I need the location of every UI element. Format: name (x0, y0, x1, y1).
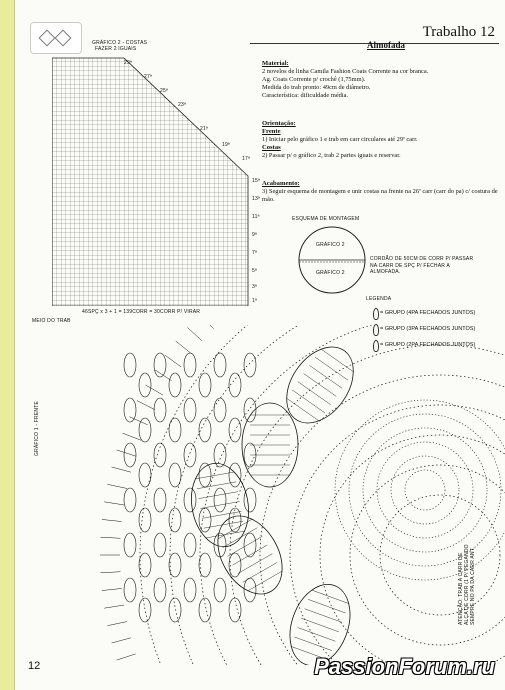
crochet-diagram (20, 325, 505, 665)
assembly-diagram (297, 225, 367, 295)
grid-row-label: 21ª (200, 126, 209, 132)
grid-chart (52, 48, 257, 306)
grid-row-label: 17ª (242, 156, 251, 162)
grid-row-label: 5ª (252, 268, 258, 274)
assembly-note: CORDÃO DE 50CM DE CORR P/ PASSAR NA CARR DE SPÇ P/ FECHAR A ALMOFADA. (370, 256, 474, 275)
grid-subtitle: FAZER 2 IGUAIS (95, 46, 137, 52)
orientation-heading: Orientação: (262, 120, 296, 127)
diagram-side-label: GRÁFICO 1 - FRENTE (34, 401, 40, 456)
front-text: 1) Iniciar pelo gráfico 1 e trab em carr circulares até 29ª carr. (262, 136, 418, 143)
grid-row-label: 11ª (252, 214, 260, 220)
grid-row-label: 27ª (144, 74, 153, 80)
legend-item: = GRUPO (3PA FECHADOS JUNTOS) (380, 326, 476, 332)
watermark: PassionForum.ru (314, 654, 495, 679)
finishing-heading: Acabamento: (262, 180, 300, 187)
back-text: 2) Passar p/ o gráfico 2, trab 2 partes iguais e reservar. (262, 152, 401, 159)
grid-row-label: 3ª (252, 284, 258, 290)
binding-strip (0, 0, 15, 690)
diagram-note: ATENÇÃO: TRAB A CARR DE ALÇA DE CORR (1 P/ PEGANDO SEMPRE NO PA DA CARR ANT. (458, 544, 476, 625)
grid-title: GRÁFICO 2 - COSTAS (92, 40, 148, 46)
materials-line: 2 novelos de linha Camila Fashion Coats Corrente na cor branca. (262, 68, 429, 75)
materials-line: Ag. Coats Corrente p/ crochê (1,75mm). (262, 76, 366, 83)
orientation-block (262, 120, 498, 160)
grid-row-label: 25ª (160, 88, 169, 94)
group-4-icon (373, 308, 379, 320)
finishing-text: 3) Seguir esquema de montagem e unir costas na frente na 26ª carr (carr do pa) c/ costura de mão. (262, 188, 498, 203)
assembly-heading: ESQUEMA DE MONTAGEM (292, 216, 360, 222)
materials-block (262, 60, 498, 100)
back-heading: Costas (262, 144, 281, 151)
page-number: 12 (28, 660, 41, 672)
assembly-label-top: GRÁFICO 2 (316, 242, 345, 248)
grid-midline-label: MEIO DO TRAB (32, 318, 71, 324)
grid-row-label: 15ª (252, 178, 261, 184)
grid-area (52, 58, 251, 306)
page-title: Trabalho 12 (422, 24, 495, 40)
front-heading: Frente (262, 128, 281, 135)
grid-row-label: 19ª (222, 142, 231, 148)
grid-row-label: 1ª (252, 298, 258, 304)
grid-row-label: 7ª (252, 250, 258, 256)
assembly-label-bottom: GRÁFICO 2 (316, 270, 345, 276)
legend-item: = GRUPO (2PA FECHADOS JUNTOS) (380, 342, 476, 348)
legend-item: = GRUPO (4PA FECHADOS JUNTOS) (380, 310, 476, 316)
grid-bottom-note: 46SPÇ x 3 + 1 = 139CORR = 30CORR P/ VIRAR (82, 309, 201, 315)
grid-row-label: 29ª (124, 60, 133, 66)
section-title: Almofada (367, 40, 405, 50)
grid-row-label: 9ª (252, 232, 258, 238)
materials-heading: Material: (262, 60, 289, 67)
grid-row-label: 13ª (252, 196, 261, 202)
legend-heading: LEGENDA (366, 296, 392, 302)
grid-row-label: 23ª (178, 102, 187, 108)
finishing-block (262, 180, 498, 204)
materials-line: Medida do trab pronto: 49cm de diâmetro. (262, 84, 371, 91)
materials-line: Característica: dificuldade média. (262, 92, 349, 99)
